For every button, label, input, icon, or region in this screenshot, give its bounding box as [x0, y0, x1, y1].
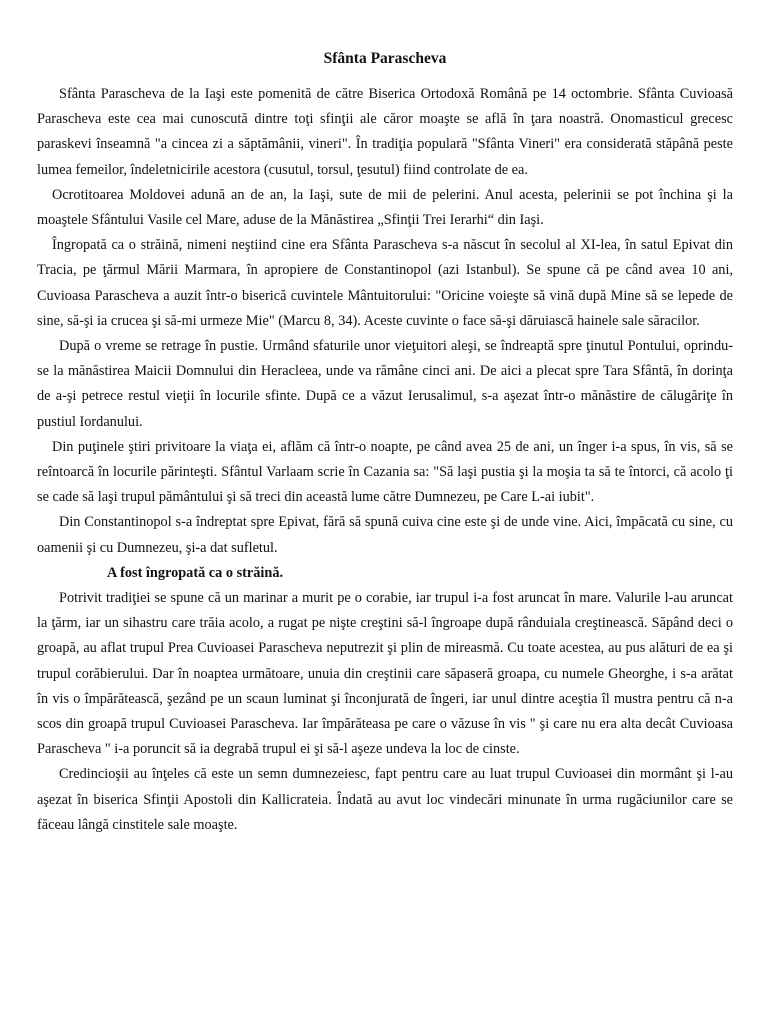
paragraph-death: Din Constantinopol s-a îndreptat spre Epivat, fără să spună cuiva cine este şi de unde vine. Aici, împăcată cu sine, cu oamenii şi cu Dumnezeu, şi-a dat sufletul.: [37, 514, 733, 556]
paragraph-birth: Îngropată ca o străină, nimeni neştiind cine era Sfânta Parascheva s-a născut în secolul al XI-lea, în satul Epivat din Tracia, pe ţărmul Mării Marmara, în apropiere de Constantinopol (azi Istanbul). Se spune că pe când avea 10 ani, Cuvioasa Parascheva a auzit într-o biserică cuvintele Mântuitorului: "Oricine voieşte să vină după Mine să se lepede de sine, să-şi ia crucea şi să-mi urmeze Mie" (Marcu 8, 34). Aceste cuvinte o face să-şi dăruiască hainele sale săracilor.: [37, 237, 733, 329]
paragraph-miracles: Credincioşii au înţeles că este un semn dumnezeiesc, fapt pentru care au luat trupul Cuvioasei din mormânt şi l-au aşezat în biserica Sfinţii Apostoli din Kallicrateia. Îndată au avut loc vindecări minunate în urma rugăciunilor care se făceau lângă cinstitele sale moaşte.: [37, 766, 733, 833]
paragraph-moldova: Ocrotitoarea Moldovei adună an de an, la Iaşi, sute de mii de pelerini. Anul acesta, pelerinii se pot închina şi la moaştele Sfântului Vasile cel Mare, aduse de la Mănăstirea „Sfinţii Trei Ierarhi“ din Iaşi.: [37, 186, 733, 229]
section-subheading: A fost îngropată ca o străină.: [107, 564, 284, 581]
paragraph-tradition: Potrivit tradiţiei se spune că un marinar a murit pe o corabie, iar trupul i-a fost aruncat în mare. Valurile l-au aruncat la ţărm, iar un sihastru care trăia acolo, a rugat pe nişte creştini să-l îngroape după rânduiala creştinească. Săpând deci o groapă, au aflat trupul Prea Cuvioasei Parascheva neputrezit şi plin de mireasmă. Cu toate acestea, au pus alături de ea şi trupul corăbierului. Dar în noaptea următoare, unuia din creştinii care săpaseră groapa, cu numele Gheorghe, i s-a arătat în vis o împărătească, şezând pe un scaun luminat şi înconjurată de îngeri, iar unul dintre aceştia îl mustra pentru că n-a scos din groapă trupul Cuvioasei Parascheva. Iar împărăteasa pe care o văzuse în vis " şi care nu era alta decât Cuvioasa Parascheva " i-a poruncit să ia degrabă trupul ei şi să-l aşeze undeva la loc de cinste.: [37, 590, 733, 758]
document-page: [37, 48, 733, 838]
paragraph-intro: Sfânta Parascheva de la Iaşi este pomenită de către Biserica Ortodoxă Română pe 14 octombrie. Sfânta Cuvioasă Parascheva este cea mai cunoscută dintre toţi sfinţii ale căror moaşte se află în ţara noastră. Onomasticul grecesc paraskevi înseamnă "a cincea zi a săptămânii, vineri". În tradiţia populară "Sfânta Vineri" era considerată stăpână peste lumea femeilor, îndeletnicirile acestora (cusutul, torsul, ţesutul) fiind controlate de ea.: [37, 86, 733, 178]
paragraph-desert: După o vreme se retrage în pustie. Urmând sfaturile unor vieţuitori aleşi, se îndreaptă spre ţinutul Pontului, oprindu-se la mănăstirea Maicii Domnului din Heracleea, unde va rămâne cinci ani. De aici a plecat spre Tara Sfântă, în dorinţa de a-şi petrece restul vieţii în locurile sfinte. După ce a văzut Ierusalimul, s-a aşezat într-o mănăstire de călugăriţe în pustiul Iordanului.: [37, 338, 733, 430]
document-title: Sfânta Parascheva: [323, 50, 447, 67]
paragraph-angel: Din puţinele ştiri privitoare la viaţa ei, aflăm că într-o noapte, pe când avea 25 de ani, un înger i-a spus, în vis, să se reîntoarcă în locurile părinteşti. Sfântul Varlaam scrie în Cazania sa: "Să laşi pustia şi la moşia ta să te întorci, că acolo ţi se cade să laşi trupul pământului şi să treci din această lume către Dumnezeu, pe Care L-ai iubit".: [37, 438, 733, 506]
